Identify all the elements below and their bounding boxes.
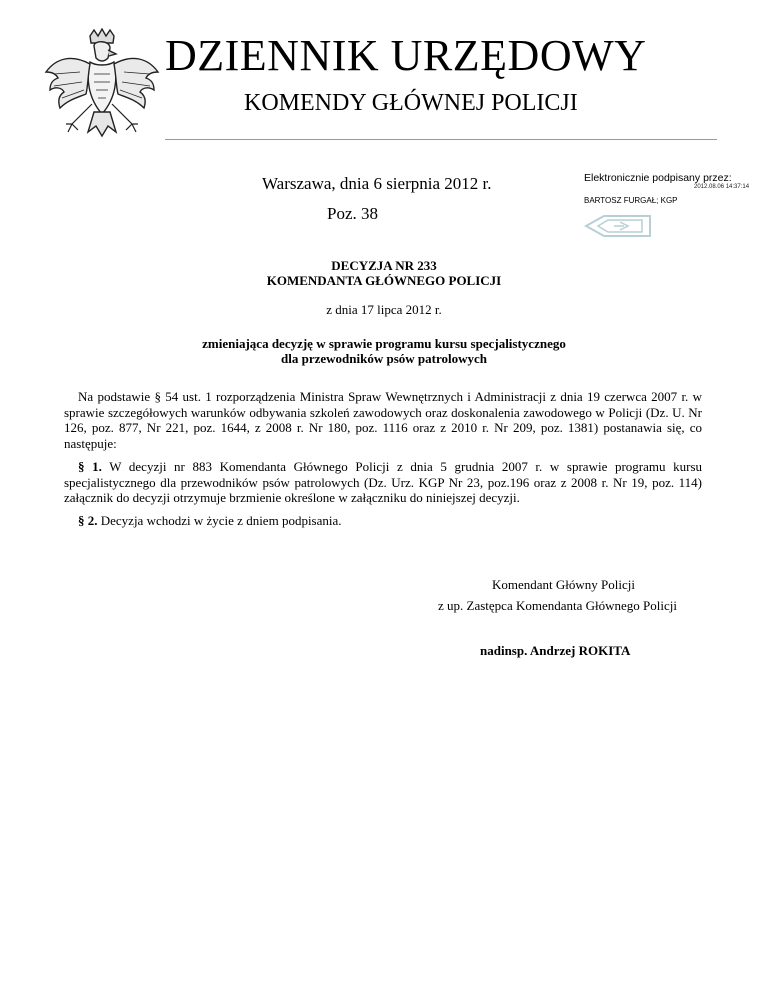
- decision-title-line2: KOMENDANTA GŁÓWNEGO POLICJI: [266, 273, 502, 288]
- e-signature-block[interactable]: [584, 172, 768, 244]
- section-1-text: W decyzji nr 883 Komendanta Głównego Policji z dnia 5 grudnia 2007 r. w sprawie programu kursu specjalistycznego dla przewodników psów patrolowych (Dz. Urz. KGP Nr 23, poz.196 oraz z 2008 r. Nr 19, poz. 114) załącznik do decyzji otrzymuje brzmienie określone w załączniku do niniejszej decyzji.: [64, 459, 702, 506]
- e-signature-label: Elektronicznie podpisany przez:: [584, 172, 732, 184]
- decision-subject: [0, 336, 768, 366]
- section-1-paragraph: [64, 459, 702, 506]
- position-number: Poz. 38: [327, 204, 378, 223]
- section-2-label: § 2.: [78, 513, 98, 528]
- e-signature-timestamp: 2012.08.06 14:37:14: [694, 184, 750, 190]
- journal-subtitle: KOMENDY GŁÓWNEJ POLICJI: [244, 90, 578, 116]
- decision-title: [0, 258, 768, 288]
- section-1-label: § 1.: [78, 459, 102, 474]
- signatory-name: nadinsp. Andrzej ROKITA: [480, 643, 631, 658]
- header-divider: [165, 139, 717, 140]
- place-date: Warszawa, dnia 6 sierpnia 2012 r.: [262, 174, 492, 193]
- signature-check-icon: [584, 212, 654, 240]
- preamble-paragraph: Na podstawie § 54 ust. 1 rozporządzenia Ministra Spraw Wewnętrznych i Administracji z dnia 19 czerwca 2007 r. w sprawie szczegółowych warunków odbywania szkoleń zawodowych oraz doskonalenia zawodowego w Policji (Dz. U. Nr 126, poz. 877, Nr 221, poz. 1644, z 2008 r. Nr 180, poz. 1116 oraz z 2010 r. Nr 209, poz. 1381) postanawia się, co następuje:: [64, 389, 702, 451]
- decision-title-line1: DECYZJA NR 233: [331, 258, 437, 273]
- decision-date: z dnia 17 lipca 2012 r.: [326, 302, 442, 317]
- section-2-text: Decyzja wchodzi w życie z dniem podpisania.: [97, 513, 342, 528]
- decision-subject-line2: dla przewodników psów patrolowych: [281, 351, 487, 366]
- signatory-deputy-role: z up. Zastępca Komendanta Głównego Policji: [438, 598, 677, 613]
- section-2-paragraph: [64, 513, 702, 529]
- eagle-emblem-icon: [42, 28, 162, 154]
- decision-subject-line1: zmieniająca decyzję w sprawie programu kursu specjalistycznego: [202, 336, 566, 351]
- signatory-role: Komendant Główny Policji: [492, 577, 635, 592]
- e-signature-signer: BARTOSZ FURGAŁ; KGP: [584, 196, 678, 205]
- journal-title: DZIENNIK URZĘDOWY: [165, 31, 647, 80]
